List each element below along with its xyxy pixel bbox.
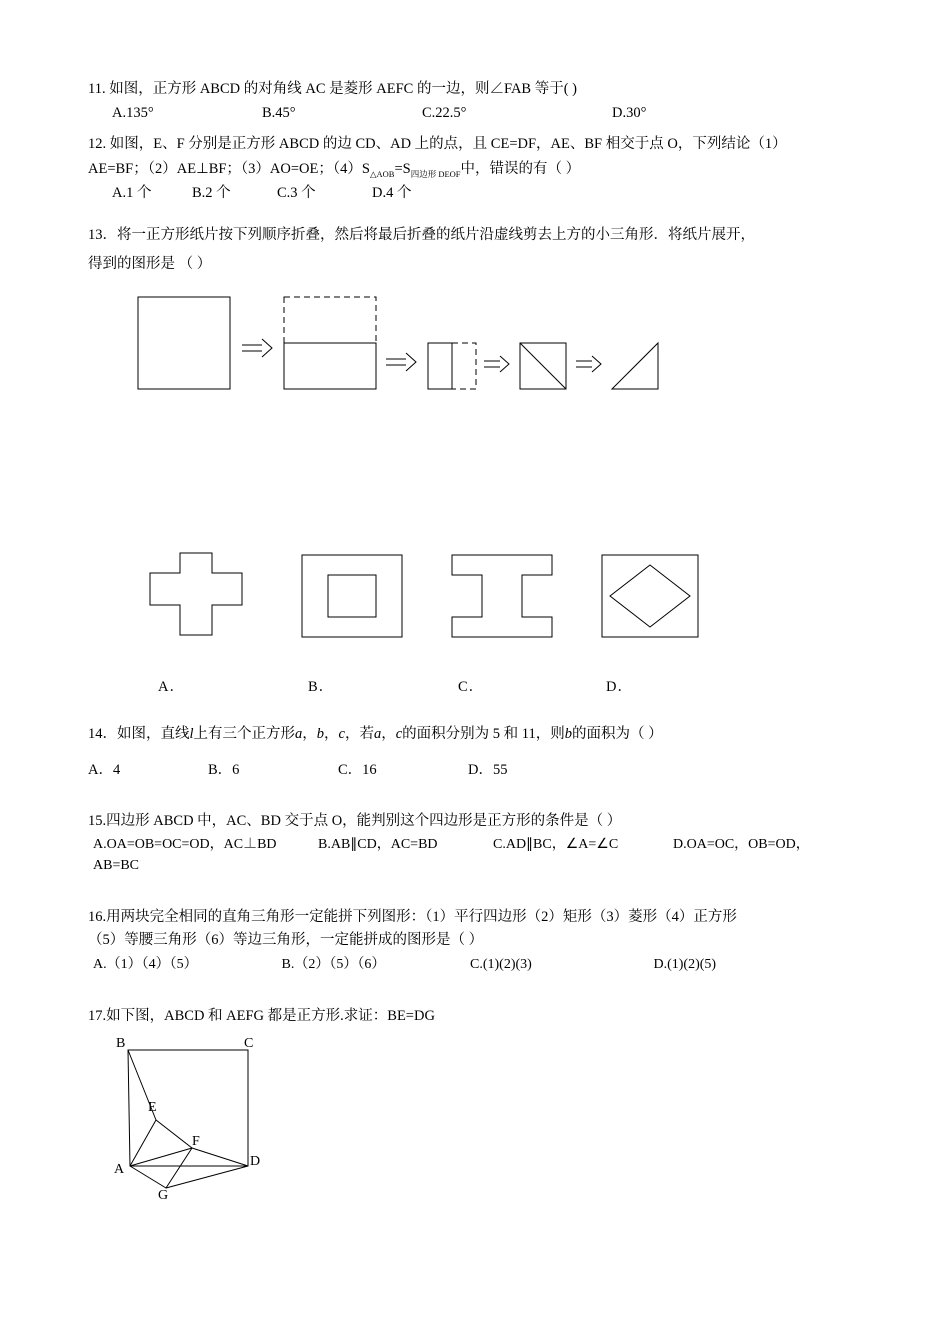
option-d: D.4 个 — [372, 184, 412, 201]
question-15-options — [88, 834, 866, 876]
option-c: C.3 个 — [277, 184, 316, 201]
option-a: A.1 个 — [112, 184, 152, 201]
label-f: F — [192, 1133, 200, 1149]
q14-suffix: 的面积为（ ） — [572, 725, 663, 742]
option-a: A．4 — [88, 762, 121, 779]
figure-13-answer-shapes — [128, 543, 768, 673]
question-16-options — [88, 953, 866, 973]
question-14-options — [88, 760, 866, 782]
option-a: A.（1）（4）（5） — [93, 957, 198, 973]
figure-13-choice-labels — [128, 675, 768, 699]
option-d: D．55 — [468, 762, 508, 779]
question-15-text: 15.四边形 ABCD 中，AC、BD 交于点 O，能判别这个四边形是正方形的条件是（ ） — [88, 812, 622, 829]
option-b: B．6 — [208, 762, 240, 779]
q14-comma1: ， — [302, 725, 317, 742]
question-16-line1: 16.用两块完全相同的直角三角形一定能拼下列图形：（1）平行四边形（2）矩形（3）菱形（4）正方形 — [88, 909, 737, 926]
label-d: D — [250, 1153, 261, 1169]
question-11-options — [88, 103, 866, 125]
q12-sub-2: 四边形 DEOF — [410, 168, 461, 179]
question-16-line2: （5）等腰三角形（6）等边三角形，一定能拼成的图形是（ ） — [88, 931, 484, 948]
question-13 — [88, 221, 866, 279]
question-12-line2 — [88, 158, 866, 181]
q14-var-c: c — [338, 725, 345, 742]
q14-mid2: ，若 — [344, 725, 374, 742]
option-a: A.135° — [112, 105, 154, 122]
document-content — [88, 78, 866, 1238]
label-g: G — [158, 1187, 169, 1203]
q14-mid: 上有三个正方形 — [193, 725, 296, 742]
option-c: C.AD∥BC，∠A=∠C — [493, 837, 619, 853]
question-14-text — [88, 721, 866, 749]
q14-var-b2: b — [564, 725, 572, 742]
q14-var-c2: c — [395, 725, 403, 742]
choice-label-c: C． — [458, 678, 485, 695]
question-16-text — [88, 906, 866, 951]
choice-label-d: D． — [606, 678, 633, 695]
label-c: C — [244, 1035, 254, 1051]
q14-mid3: 的面积分别为 5 和 11，则 — [402, 725, 565, 742]
option-d: D.30° — [612, 105, 647, 122]
question-12-options — [88, 183, 866, 205]
option-b: B.AB∥CD，AC=BD — [318, 837, 438, 853]
question-12-line1: 12. 如图，E、F 分别是正方形 ABCD 的边 CD、AD 上的点，且 CE=DF，AE、BF 相交于点 O，下列结论（1） — [88, 136, 787, 153]
option-d: D.OA=OC，OB=OD， — [673, 837, 810, 853]
q12-sub-1: △AOB — [369, 168, 395, 179]
q14-var-l: l — [189, 725, 194, 742]
label-a: A — [114, 1161, 125, 1177]
q14-var-b: b — [316, 725, 325, 742]
label-b: B — [116, 1035, 126, 1051]
question-13-line2: 得到的图形是 （ ） — [88, 255, 212, 272]
q14-comma3: ， — [381, 725, 396, 742]
q12-part-c: 中，错误的有（ ） — [460, 160, 581, 177]
option-d-continuation: AB=BC — [93, 858, 140, 874]
question-11-text: 11. 如图，正方形 ABCD 的对角线 AC 是菱形 AEFC 的一边，则∠FAB 等于( ) — [88, 81, 577, 97]
figure-13-folding-sequence — [128, 289, 768, 539]
q14-comma2: ， — [324, 725, 339, 742]
q12-part-a: AE=BF；（2）AE⊥BF；（3）AO=OE；（4）S — [88, 160, 370, 177]
option-d: D.(1)(2)(5) — [653, 957, 717, 973]
question-17-text: 17.如下图，ABCD 和 AEFG 都是正方形.求证：BE=DG — [88, 1008, 435, 1025]
figure-17-squares-diagram — [108, 1035, 368, 1238]
q12-part-b: =S — [394, 160, 411, 177]
q14-prefix: 14．如图，直线 — [88, 725, 190, 742]
choice-label-a: A． — [158, 678, 185, 695]
option-b: B.45° — [262, 105, 296, 122]
option-c: C．16 — [338, 762, 377, 779]
question-13-line1: 13．将一正方形纸片按下列顺序折叠，然后将最后折叠的纸片沿虚线剪去上方的小三角形．将纸片展开， — [88, 226, 755, 243]
option-a: A.OA=OB=OC=OD，AC⊥BD — [93, 837, 277, 853]
option-c: C.(1)(2)(3) — [470, 957, 532, 973]
label-e: E — [148, 1099, 157, 1115]
option-c: C.22.5° — [422, 105, 467, 122]
choice-label-b: B． — [308, 678, 335, 695]
q14-var-a2: a — [373, 725, 382, 742]
q14-var-a: a — [295, 725, 303, 742]
option-b: B.（2）（5）（6） — [281, 957, 386, 973]
option-b: B.2 个 — [192, 184, 231, 201]
